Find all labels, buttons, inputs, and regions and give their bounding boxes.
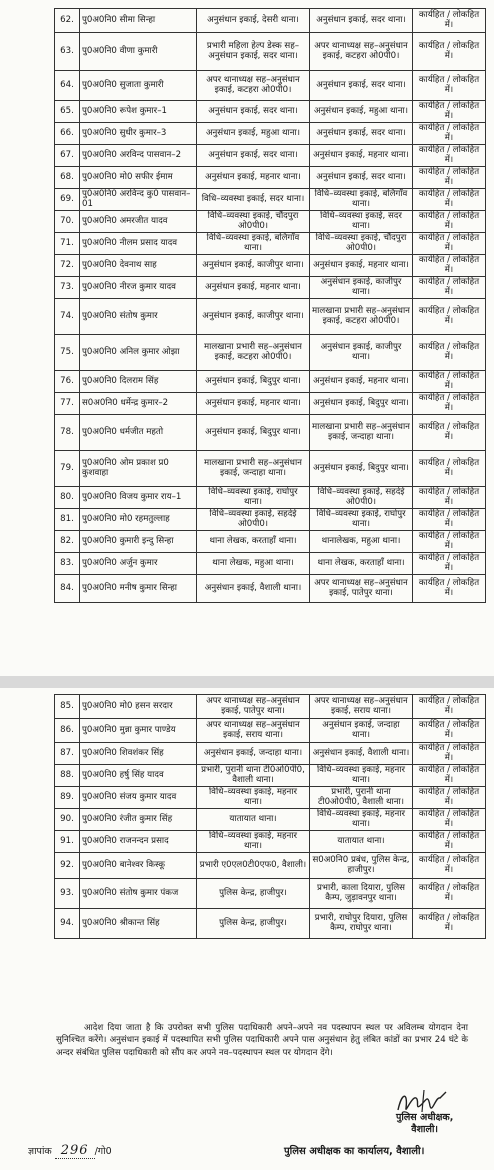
officer-name-cell: पु0अ0नि0 बानेश्वर किस्कू <box>80 853 197 879</box>
table-row <box>55 167 486 189</box>
current-posting-cell: अनुसंधान इकाई, देसरी थाना। <box>197 9 310 33</box>
serial-number-cell: 87. <box>55 743 80 765</box>
serial-number-cell: 76. <box>55 371 80 393</box>
remark-cell: कार्यहित / लोकहित में। <box>413 71 486 101</box>
current-posting-cell: अनुसंधान इकाई, वैशाली थाना। <box>197 575 310 603</box>
current-posting-cell: अनुसंधान इकाई, जन्दाहा थाना। <box>197 743 310 765</box>
current-posting-cell: मालखाना प्रभारी सह–अनुसंधान इकाई, जन्दाहा थाना। <box>197 451 310 487</box>
remark-cell: कार्यहित / लोकहित में। <box>413 123 486 145</box>
new-posting-cell: अनुसंधान इकाई, सदर थाना। <box>310 123 413 145</box>
new-posting-cell: विधि–व्यवस्था इकाई, महनार थाना। <box>310 809 413 831</box>
officer-name-cell: पु0अ0नि0 हर्षु सिंह यादव <box>80 765 197 787</box>
new-posting-cell: अपर थानाध्यक्ष सह–अनुसंधान इकाई, पातेपुर थाना। <box>310 575 413 603</box>
serial-number-cell: 92. <box>55 853 80 879</box>
table-row <box>55 71 486 101</box>
current-posting-cell: विधि–व्यवस्था इकाई, महनार थाना। <box>197 831 310 853</box>
serial-number-cell: 90. <box>55 809 80 831</box>
serial-number-cell: 83. <box>55 553 80 575</box>
serial-number-cell: 63. <box>55 33 80 71</box>
serial-number-cell: 65. <box>55 101 80 123</box>
table-row <box>55 101 486 123</box>
current-posting-cell: यातायात थाना। <box>197 809 310 831</box>
officer-name-cell: पु0अ0नि0 अमरजीत यादव <box>80 211 197 233</box>
remark-cell: कार्यहित / लोकहित में। <box>413 695 486 719</box>
officer-name-cell: पु0अ0नि0 मो0 हसन सरदार <box>80 695 197 719</box>
new-posting-cell: अनुसंधान इकाई, बिदुपुर थाना। <box>310 451 413 487</box>
officer-name-cell: पु0अ0नि0 अरविन्द पासवान–2 <box>80 145 197 167</box>
signatory-block <box>396 1112 453 1136</box>
new-posting-cell: अनुसंधान इकाई, महुआ थाना। <box>310 101 413 123</box>
table-row <box>55 509 486 531</box>
remark-cell: कार्यहित / लोकहित में। <box>413 371 486 393</box>
serial-number-cell: 74. <box>55 299 80 335</box>
officer-name-cell: पु0अ0नि0 श्रीकान्त सिंह <box>80 909 197 939</box>
transfer-table-page-2 <box>54 694 486 939</box>
table-row <box>55 211 486 233</box>
transfer-table-page-1 <box>54 8 486 603</box>
order-paragraph: आदेश दिया जाता है कि उपरोक्त सभी पुलिस पदाधिकारी अपने–अपने नव पदस्थापन स्थल पर अविलम्ब योगदान देना सुनिश्चित करेंगे। अनुसंधान इकाई में पदस्थापित सभी पुलिस पदाधिकारी अपने पास अनुसंधान हेतु लंबित कांडों का प्रभार 24 घंटे के अन्दर संबंधित पुलिस पदाधिकारी को सौंप कर अपने नव–पदस्थापन स्थल पर योगदान देंगे। <box>56 1022 468 1058</box>
serial-number-cell: 80. <box>55 487 80 509</box>
serial-number-cell: 85. <box>55 695 80 719</box>
current-posting-cell: थाना लेखक, करताहाँ थाना। <box>197 531 310 553</box>
signatory-place: वैशाली। <box>411 1124 439 1135</box>
new-posting-cell: विधि–व्यवस्था इकाई, सदर थाना। <box>310 211 413 233</box>
table-row <box>55 415 486 451</box>
current-posting-cell: विधि–व्यवस्था इकाई, महनार थाना। <box>197 787 310 809</box>
officer-name-cell: पु0अ0नि0 वीणा कुमारी <box>80 33 197 71</box>
table-row <box>55 299 486 335</box>
remark-cell: कार्यहित / लोकहित में। <box>413 145 486 167</box>
officer-name-cell: पु0अ0नि0 शिवशंकर सिंह <box>80 743 197 765</box>
new-posting-cell: मालखाना प्रभारी सह–अनुसंधान इकाई, जन्दाहा थाना। <box>310 415 413 451</box>
new-posting-cell: अनुसंधान इकाई, जन्दाहा थाना। <box>310 719 413 743</box>
serial-number-cell: 64. <box>55 71 80 101</box>
remark-cell: कार्यहित / लोकहित में। <box>413 9 486 33</box>
new-posting-cell: अपर थानाध्यक्ष सह–अनुसंधान इकाई, सराय थाना। <box>310 695 413 719</box>
current-posting-cell: अनुसंधान इकाई, बिदुपुर थाना। <box>197 371 310 393</box>
serial-number-cell: 68. <box>55 167 80 189</box>
new-posting-cell: प्रभारी, काला दियारा, पुलिस कैम्प, जुड़ावनपुर थाना। <box>310 879 413 909</box>
memo-number-line <box>28 1143 112 1158</box>
serial-number-cell: 78. <box>55 415 80 451</box>
table-row <box>55 335 486 371</box>
table-row <box>55 575 486 603</box>
table-row <box>55 9 486 33</box>
serial-number-cell: 69. <box>55 189 80 211</box>
current-posting-cell: अनुसंधान इकाई, महनार थाना। <box>197 277 310 299</box>
current-posting-cell: प्रभारी, पुरानी थाना टी0ओ0पी0, वैशाली थाना। <box>197 765 310 787</box>
officer-name-cell: पु0अ0नि0 सुजाता कुमारी <box>80 71 197 101</box>
new-posting-cell: अनुसंधान इकाई, महनार थाना। <box>310 145 413 167</box>
officer-name-cell: पु0अ0नि0 धर्मजीत महतो <box>80 415 197 451</box>
remark-cell: कार्यहित / लोकहित में। <box>413 509 486 531</box>
officer-name-cell: पु0अ0नि0 मुन्ना कुमार पाण्डेय <box>80 719 197 743</box>
table-row <box>55 371 486 393</box>
current-posting-cell: थाना लेखक, महुआ थाना। <box>197 553 310 575</box>
officer-name-cell: स0अ0नि0 धर्मेन्द्र कुमार–2 <box>80 393 197 415</box>
table-row <box>55 531 486 553</box>
serial-number-cell: 79. <box>55 451 80 487</box>
officer-name-cell: पु0अ0नि0 संतोष कुमार पंकज <box>80 879 197 909</box>
remark-cell: कार्यहित / लोकहित में। <box>413 787 486 809</box>
serial-number-cell: 86. <box>55 719 80 743</box>
remark-cell: कार्यहित / लोकहित में। <box>413 719 486 743</box>
remark-cell: कार्यहित / लोकहित में। <box>413 335 486 371</box>
officer-name-cell: पु0अ0नि0 विजय कुमार राय–1 <box>80 487 197 509</box>
serial-number-cell: 66. <box>55 123 80 145</box>
new-posting-cell: अनुसंधान इकाई, काजीपुर थाना। <box>310 335 413 371</box>
current-posting-cell: विधि–व्यवस्था इकाई, बलिगाँव थाना। <box>197 233 310 255</box>
officer-name-cell: पु0अ0नि0 सुधीर कुमार–3 <box>80 123 197 145</box>
remark-cell: कार्यहित / लोकहित में। <box>413 415 486 451</box>
table-row <box>55 189 486 211</box>
new-posting-cell: प्रभारी, राघोपुर दियारा, पुलिस कैम्प, राघोपुर थाना। <box>310 909 413 939</box>
remark-cell: कार्यहित / लोकहित में। <box>413 101 486 123</box>
current-posting-cell: अनुसंधान इकाई, काजीपुर थाना। <box>197 255 310 277</box>
new-posting-cell: विधि–व्यवस्था इकाई, चौंदपुरा ओ0पी0। <box>310 233 413 255</box>
remark-cell: कार्यहित / लोकहित में। <box>413 531 486 553</box>
table-row <box>55 765 486 787</box>
remark-cell: कार्यहित / लोकहित में। <box>413 743 486 765</box>
officer-name-cell: पु0अ0नि0 रूपेश कुमार–1 <box>80 101 197 123</box>
current-posting-cell: अनुसंधान इकाई, सदर थाना। <box>197 101 310 123</box>
serial-number-cell: 88. <box>55 765 80 787</box>
officer-name-cell: पु0अ0नि0 कुमारी इन्दु सिन्हा <box>80 531 197 553</box>
serial-number-cell: 82. <box>55 531 80 553</box>
table-row <box>55 809 486 831</box>
new-posting-cell: अनुसंधान इकाई, काजीपुर थाना। <box>310 277 413 299</box>
new-posting-cell: अनुसंधान इकाई, वैशाली थाना। <box>310 743 413 765</box>
memo-label: ज्ञापांक <box>28 1146 52 1157</box>
officer-name-cell: पु0अ0नि0 नीरज कुमार यादव <box>80 277 197 299</box>
current-posting-cell: अपर थानाध्यक्ष सह–अनुसंधान इकाई, सराय थाना। <box>197 719 310 743</box>
officer-name-cell: पु0अ0नि0 संजय कुमार यादव <box>80 787 197 809</box>
table-row <box>55 487 486 509</box>
remark-cell: कार्यहित / लोकहित में। <box>413 575 486 603</box>
current-posting-cell: अपर थानाध्यक्ष सह–अनुसंधान इकाई, कटहरा ओ0पी0। <box>197 71 310 101</box>
remark-cell: कार्यहित / लोकहित में। <box>413 255 486 277</box>
table-row <box>55 277 486 299</box>
officer-name-cell: पु0अ0नि0 मो0 रहमतुल्लाह <box>80 509 197 531</box>
current-posting-cell: अपर थानाध्यक्ष सह–अनुसंधान इकाई, पातेपुर थाना। <box>197 695 310 719</box>
serial-number-cell: 72. <box>55 255 80 277</box>
table-row <box>55 787 486 809</box>
serial-number-cell: 73. <box>55 277 80 299</box>
serial-number-cell: 91. <box>55 831 80 853</box>
remark-cell: कार्यहित / लोकहित में। <box>413 299 486 335</box>
new-posting-cell: अनुसंधान इकाई, बिदुपुर थाना। <box>310 393 413 415</box>
current-posting-cell: विधि–व्यवस्था इकाई, चौंदपुरा ओ0पी0। <box>197 211 310 233</box>
new-posting-cell: अनुसंधान इकाई, सदर थाना। <box>310 9 413 33</box>
new-posting-cell: यातायात थाना। <box>310 831 413 853</box>
serial-number-cell: 75. <box>55 335 80 371</box>
new-posting-cell: प्रभारी, पुरानी थाना टी0ओ0पी0, वैशाली थाना। <box>310 787 413 809</box>
remark-cell: कार्यहित / लोकहित में। <box>413 809 486 831</box>
remark-cell: कार्यहित / लोकहित में। <box>413 831 486 853</box>
transfer-table-body <box>55 9 486 603</box>
new-posting-cell: थानालेखक, महुआ थाना। <box>310 531 413 553</box>
current-posting-cell: अनुसंधान इकाई, सदर थाना। <box>197 145 310 167</box>
new-posting-cell: विधि–व्यवस्था इकाई, महनार थाना। <box>310 765 413 787</box>
current-posting-cell: अनुसंधान इकाई, बिदुपुर थाना। <box>197 415 310 451</box>
current-posting-cell: अनुसंधान इकाई, काजीपुर थाना। <box>197 299 310 335</box>
new-posting-cell: स0अ0नि0 प्रबंध, पुलिस केन्द्र, हाजीपुर। <box>310 853 413 879</box>
remark-cell: कार्यहित / लोकहित में। <box>413 853 486 879</box>
new-posting-cell: अनुसंधान इकाई, महनार थाना। <box>310 371 413 393</box>
new-posting-cell: अनुसंधान इकाई, सदर थाना। <box>310 71 413 101</box>
serial-number-cell: 62. <box>55 9 80 33</box>
document-page-2 <box>0 688 494 1170</box>
current-posting-cell: अनुसंधान इकाई, महुआ थाना। <box>197 123 310 145</box>
remark-cell: कार्यहित / लोकहित में। <box>413 765 486 787</box>
remark-cell: कार्यहित / लोकहित में। <box>413 211 486 233</box>
officer-name-cell: पु0अ0नि0 राजनन्दन प्रसाद <box>80 831 197 853</box>
new-posting-cell: थाना लेखक, करताहाँ थाना। <box>310 553 413 575</box>
current-posting-cell: पुलिस केन्द्र, हाजीपुर। <box>197 879 310 909</box>
current-posting-cell: मालखाना प्रभारी सह–अनुसंधान इकाई, कटहरा ओ0पी0। <box>197 335 310 371</box>
table-row <box>55 879 486 909</box>
new-posting-cell: विधि–व्यवस्था इकाई, सहदेई ओ0पी0। <box>310 487 413 509</box>
current-posting-cell: प्रभारी ए0एल0टी0एफ0, वैशाली। <box>197 853 310 879</box>
new-posting-cell: विधि–व्यवस्था इकाई, बलिगाँव थाना। <box>310 189 413 211</box>
officer-name-cell: पु0अ0नि0 अर्जुन कुमार <box>80 553 197 575</box>
table-row <box>55 123 486 145</box>
serial-number-cell: 71. <box>55 233 80 255</box>
remark-cell: कार्यहित / लोकहित में। <box>413 393 486 415</box>
serial-number-cell: 70. <box>55 211 80 233</box>
table-row <box>55 909 486 939</box>
officer-name-cell: पु0अ0नि0 दिलराम सिंह <box>80 371 197 393</box>
current-posting-cell: पुलिस केन्द्र, हाजीपुर। <box>197 909 310 939</box>
officer-name-cell: पु0अ0नि0 ओम प्रकाश प्र0 कुशवाहा <box>80 451 197 487</box>
serial-number-cell: 93. <box>55 879 80 909</box>
serial-number-cell: 67. <box>55 145 80 167</box>
current-posting-cell: अनुसंधान इकाई, महनार थाना। <box>197 393 310 415</box>
signatory-designation: पुलिस अधीक्षक, <box>396 1112 454 1123</box>
current-posting-cell: विधि–व्यवस्था इकाई, सदर थाना। <box>197 189 310 211</box>
serial-number-cell: 84. <box>55 575 80 603</box>
serial-number-cell: 89. <box>55 787 80 809</box>
table-row <box>55 553 486 575</box>
current-posting-cell: प्रभारी महिला हेल्प डेस्क सह–अनुसंधान इकाई, सदर थाना। <box>197 33 310 71</box>
serial-number-cell: 94. <box>55 909 80 939</box>
serial-number-cell: 77. <box>55 393 80 415</box>
current-posting-cell: विधि–व्यवस्था इकाई, सहदेई ओ0पी0। <box>197 509 310 531</box>
new-posting-cell: अपर थानाध्यक्ष सह–अनुसंधान इकाई, कटहरा ओ0पी0। <box>310 33 413 71</box>
officer-name-cell: पु0अ0नि0 नीलम प्रसाद यादव <box>80 233 197 255</box>
remark-cell: कार्यहित / लोकहित में। <box>413 167 486 189</box>
table-row <box>55 233 486 255</box>
officer-name-cell: पु0अ0नि0 देवनाथ साह <box>80 255 197 277</box>
remark-cell: कार्यहित / लोकहित में। <box>413 909 486 939</box>
new-posting-cell: मालखाना प्रभारी सह–अनुसंधान इकाई, कटहरा ओ0पी0। <box>310 299 413 335</box>
table-row <box>55 719 486 743</box>
remark-cell: कार्यहित / लोकहित में। <box>413 487 486 509</box>
officer-name-cell: पु0अ0नि0 अरविन्द कु0 पासवान–01 <box>80 189 197 211</box>
new-posting-cell: विधि–व्यवस्था इकाई, राघोपुर थाना। <box>310 509 413 531</box>
new-posting-cell: अनुसंधान इकाई, महनार थाना। <box>310 255 413 277</box>
remark-cell: कार्यहित / लोकहित में। <box>413 233 486 255</box>
remark-cell: कार्यहित / लोकहित में। <box>413 879 486 909</box>
table-row <box>55 393 486 415</box>
table-row <box>55 831 486 853</box>
new-posting-cell: अनुसंधान इकाई, सदर थाना। <box>310 167 413 189</box>
table-row <box>55 743 486 765</box>
remark-cell: कार्यहित / लोकहित में। <box>413 553 486 575</box>
officer-name-cell: पु0अ0नि0 मो0 सफीर ईमाम <box>80 167 197 189</box>
current-posting-cell: विधि–व्यवस्था इकाई, राघोपुर थाना। <box>197 487 310 509</box>
officer-name-cell: पु0अ0नि0 रंजीत कुमार सिंह <box>80 809 197 831</box>
table-row <box>55 33 486 71</box>
table-row <box>55 853 486 879</box>
table-row <box>55 451 486 487</box>
remark-cell: कार्यहित / लोकहित में। <box>413 189 486 211</box>
table-row <box>55 255 486 277</box>
remark-cell: कार्यहित / लोकहित में। <box>413 451 486 487</box>
current-posting-cell: अनुसंधान इकाई, महनार थाना। <box>197 167 310 189</box>
officer-name-cell: पु0अ0नि0 अनिल कुमार ओझा <box>80 335 197 371</box>
officer-name-cell: पु0अ0नि0 संतोष कुमार <box>80 299 197 335</box>
memo-suffix: /गो0 <box>94 1146 112 1157</box>
table-row <box>55 695 486 719</box>
officer-name-cell: पु0अ0नि0 सीमा सिन्हा <box>80 9 197 33</box>
transfer-table-body <box>55 695 486 939</box>
table-row <box>55 145 486 167</box>
remark-cell: कार्यहित / लोकहित में। <box>413 277 486 299</box>
memo-number: 296 <box>55 1143 95 1159</box>
office-line: पुलिस अधीक्षक का कार्यालय, वैशाली। <box>284 1146 425 1157</box>
serial-number-cell: 81. <box>55 509 80 531</box>
remark-cell: कार्यहित / लोकहित में। <box>413 33 486 71</box>
officer-name-cell: पु0अ0नि0 मनीष कुमार सिन्हा <box>80 575 197 603</box>
